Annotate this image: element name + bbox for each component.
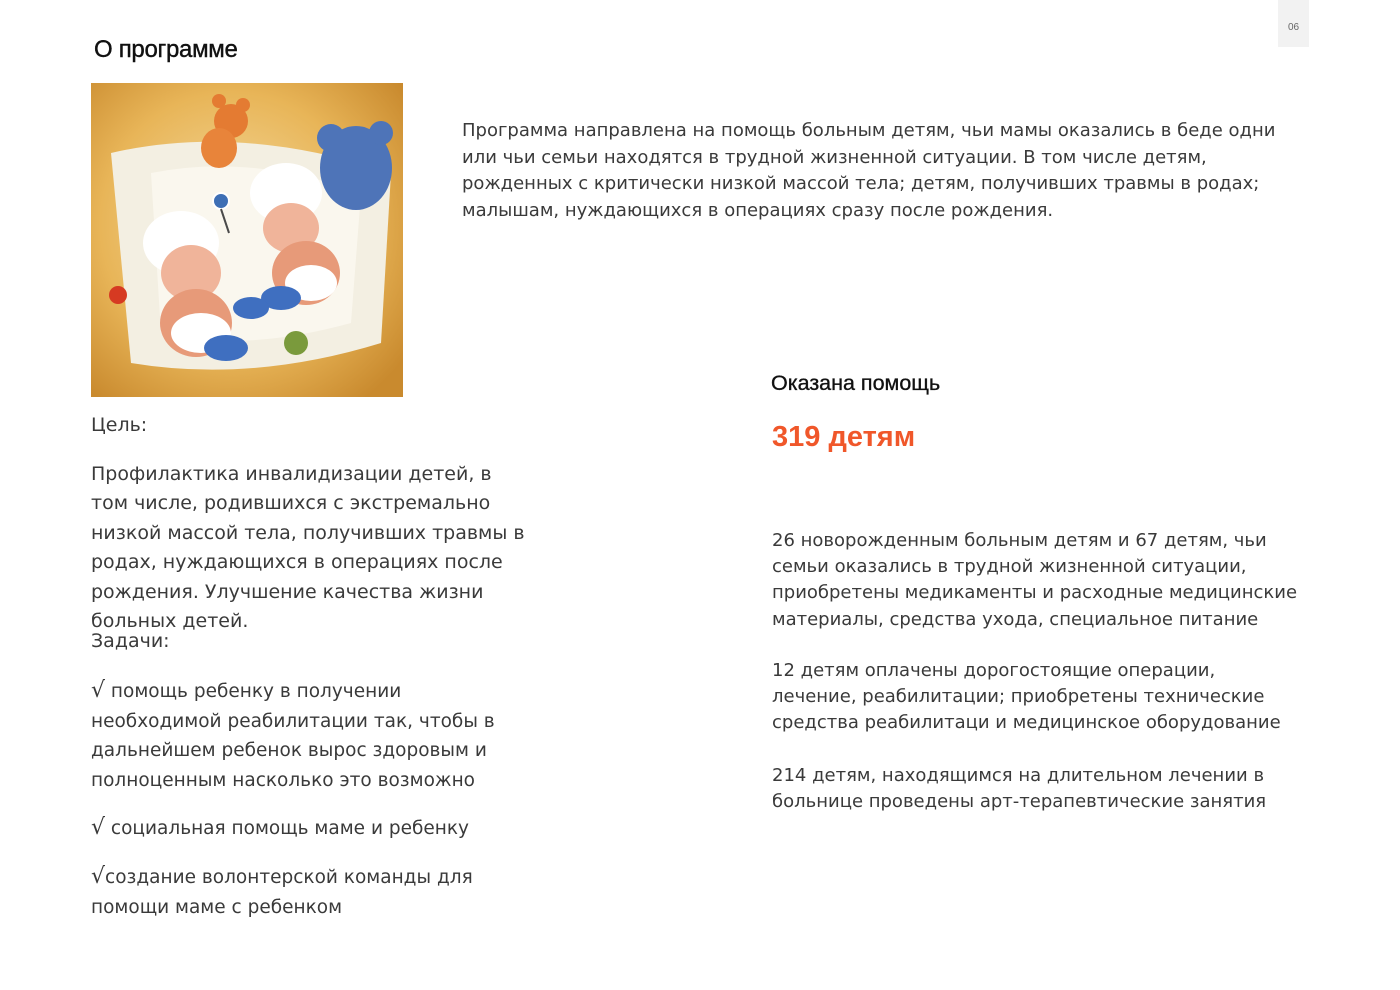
checkmark-icon: √ bbox=[91, 678, 106, 703]
result-item: 26 новорожденным больным детям и 67 детям, чьи семьи оказались в трудной жизненной ситуации, приобретены медикаменты и расходные медицинские материалы, средства ухода, специальное питание bbox=[772, 530, 1298, 630]
goal-text: Профилактика инвалидизации детей, в том числе, родившихся с экстремально низкой массой тела, получивших травмы в родах, нуждающихся в операциях после рождения. Улучшение качества жизни больных детей. bbox=[91, 463, 525, 633]
result-item: 12 детям оплачены дорогостоящие операции, лечение, реабилитации; приобретены технические средства реабилитаци и медицинское оборудование bbox=[772, 660, 1281, 734]
help-count: 319 детям bbox=[772, 421, 916, 453]
illustration-image bbox=[91, 83, 403, 397]
checkmark-icon: √ bbox=[91, 864, 106, 889]
task-item bbox=[91, 813, 501, 844]
checkmark-icon: √ bbox=[91, 815, 106, 840]
result-item: 214 детям, находящимся на длительном лечении в больнице проведены арт-терапевтические занятия bbox=[772, 765, 1267, 813]
help-title: Оказана помощь bbox=[771, 371, 941, 395]
page-number: 06 bbox=[1278, 0, 1309, 47]
task-item bbox=[91, 676, 501, 795]
goal-label: Цель: bbox=[91, 414, 148, 436]
tasks-label: Задачи: bbox=[91, 630, 170, 652]
task-text: создание волонтерской команды для помощи маме с ребенком bbox=[91, 867, 473, 918]
page-title: О программе bbox=[94, 36, 238, 63]
task-text: социальная помощь маме и ребенку bbox=[110, 818, 469, 839]
task-item bbox=[91, 862, 501, 922]
program-intro: Программа направлена на помощь больным детям, чьи мамы оказались в беде одни или чьи семьи находятся в трудной жизненной ситуации. В том числе детям, рожденных с критически низкой массой тела; детям, получивших травмы в родах; малышам, нуждающихся в операциях сразу после рождения. bbox=[462, 120, 1276, 222]
task-text: помощь ребенку в получении необходимой реабилитации так, чтобы в дальнейшем ребенок вырос здоровым и полноценным насколько это возможно bbox=[91, 681, 495, 791]
